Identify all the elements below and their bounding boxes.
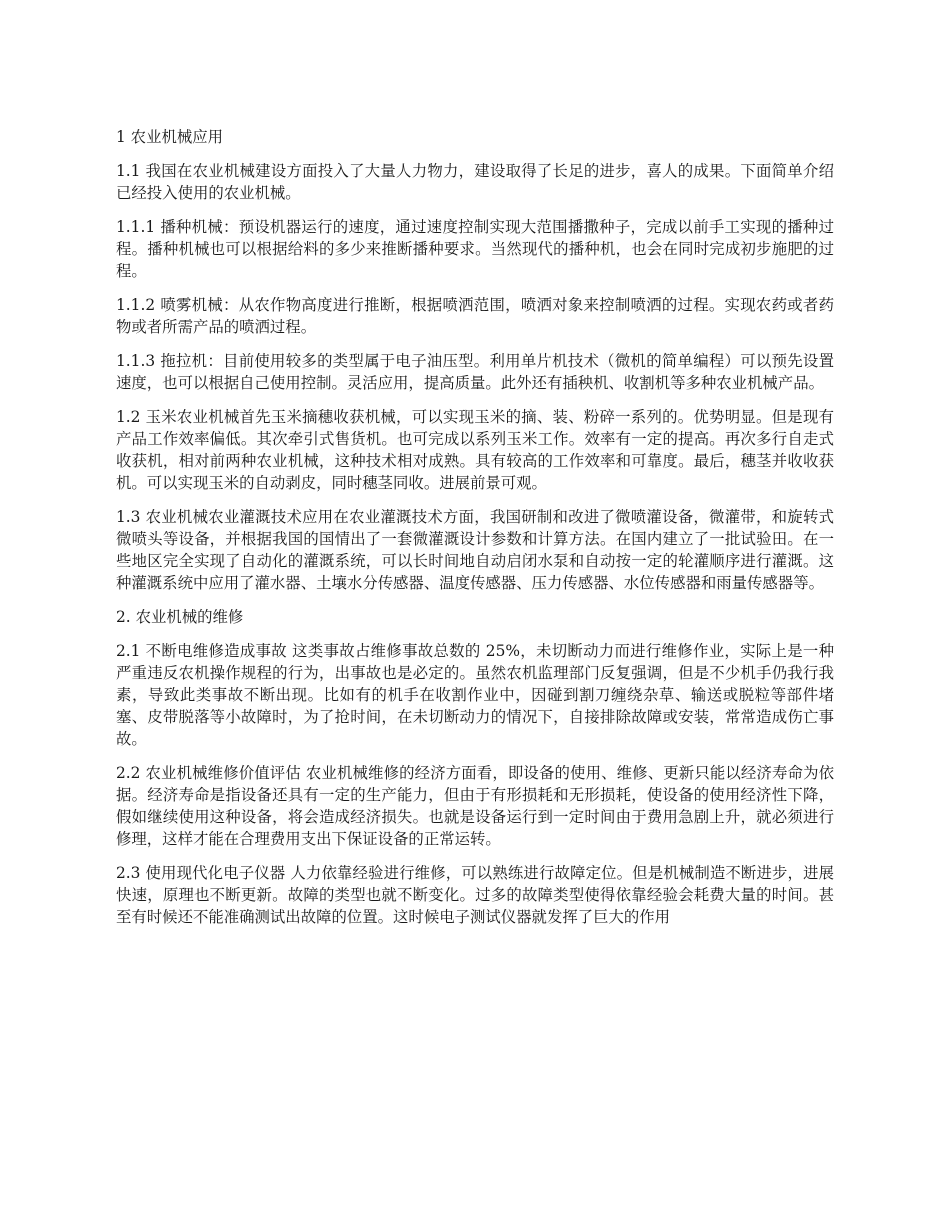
paragraph-1-3: 1.3 农业机械农业灌溉技术应用在农业灌溉技术方面，我国研制和改进了微喷灌设备，微灌带，和旋转式微喷头等设备，并根据我国的国情出了一套微灌溉设计参数和计算方法。在国内建立了一批试验田。在一些地区完全实现了自动化的灌溉系统，可以长时间地自动启闭水泵和自动按一定的轮灌顺序进行灌溉。这种灌溉系统中应用了灌水器、土壤水分传感器、温度传感器、压力传感器、水位传感器和雨量传感器等。 [116,508,834,592]
section-heading-1: 1 农业机械应用 [116,128,224,146]
paragraph-1-1-2: 1.1.2 喷雾机械：从农作物高度进行推断，根据喷洒范围，喷洒对象来控制喷洒的过程。实现农药或者药物或者所需产品的喷洒过程。 [116,296,834,336]
section-heading-2: 2. 农业机械的维修 [116,608,244,626]
paragraph-1-1: 1.1 我国在农业机械建设方面投入了大量人力物力，建设取得了长足的进步，喜人的成果。下面简单介绍已经投入使用的农业机械。 [116,162,834,202]
paragraph-2-2: 2.2 农业机械维修价值评估 农业机械维修的经济方面看，即设备的使用、维修、更新只能以经济寿命为依据。经济寿命是指设备还具有一定的生产能力，但由于有形损耗和无形损耗，使设备的使用经济性下降，假如继续使用这种设备，将会造成经济损失。也就是设备运行到一定时间由于费用急剧上升，就必须进行修理，这样才能在合理费用支出下保证设备的正常运转。 [116,764,834,848]
paragraph-1-2: 1.2 玉米农业机械首先玉米摘穗收获机械，可以实现玉米的摘、装、粉碎一系列的。优势明显。但是现有产品工作效率偏低。其次牵引式售货机。也可完成以系列玉米工作。效率有一定的提高。再次多行自走式收获机，相对前两种农业机械，这种技术相对成熟。具有较高的工作效率和可靠度。最后，穗茎并收收获机。可以实现玉米的自动剥皮，同时穗茎同收。进展前景可观。 [116,408,834,492]
paragraph-2-3: 2.3 使用现代化电子仪器 人力依靠经验进行维修，可以熟练进行故障定位。但是机械制造不断进步，进展快速，原理也不断更新。故障的类型也就不断变化。过多的故障类型使得依靠经验会耗费大量的时间。甚至有时候还不能准确测试出故障的位置。这时候电子测试仪器就发挥了巨大的作用 [116,864,834,926]
paragraph-1-1-3: 1.1.3 拖拉机：目前使用较多的类型属于电子油压型。利用单片机技术（微机的简单编程）可以预先设置速度，也可以根据自己使用控制。灵活应用，提高质量。此外还有插秧机、收割机等多种农业机械产品。 [116,352,834,392]
document-body [116,126,834,940]
paragraph-2-1: 2.1 不断电维修造成事故 这类事故占维修事故总数的 25%，未切断动力而进行维修作业，实际上是一种严重违反农机操作规程的行为，出事故也是必定的。虽然农机监理部门反复强调，但是不少机手仍我行我素，导致此类事故不断出现。比如有的机手在收割作业中，因碰到割刀缠绕杂草、输送或脱粒等部件堵塞、皮带脱落等小故障时，为了抢时间，在未切断动力的情况下，自接排除故障或安装，常常造成伤亡事故。 [116,642,834,748]
paragraph-1-1-1: 1.1.1 播种机械：预设机器运行的速度，通过速度控制实现大范围播撒种子，完成以前手工实现的播种过程。播种机械也可以根据给料的多少来推断播种要求。当然现代的播种机，也会在同时完成初步施肥的过程。 [116,218,834,280]
